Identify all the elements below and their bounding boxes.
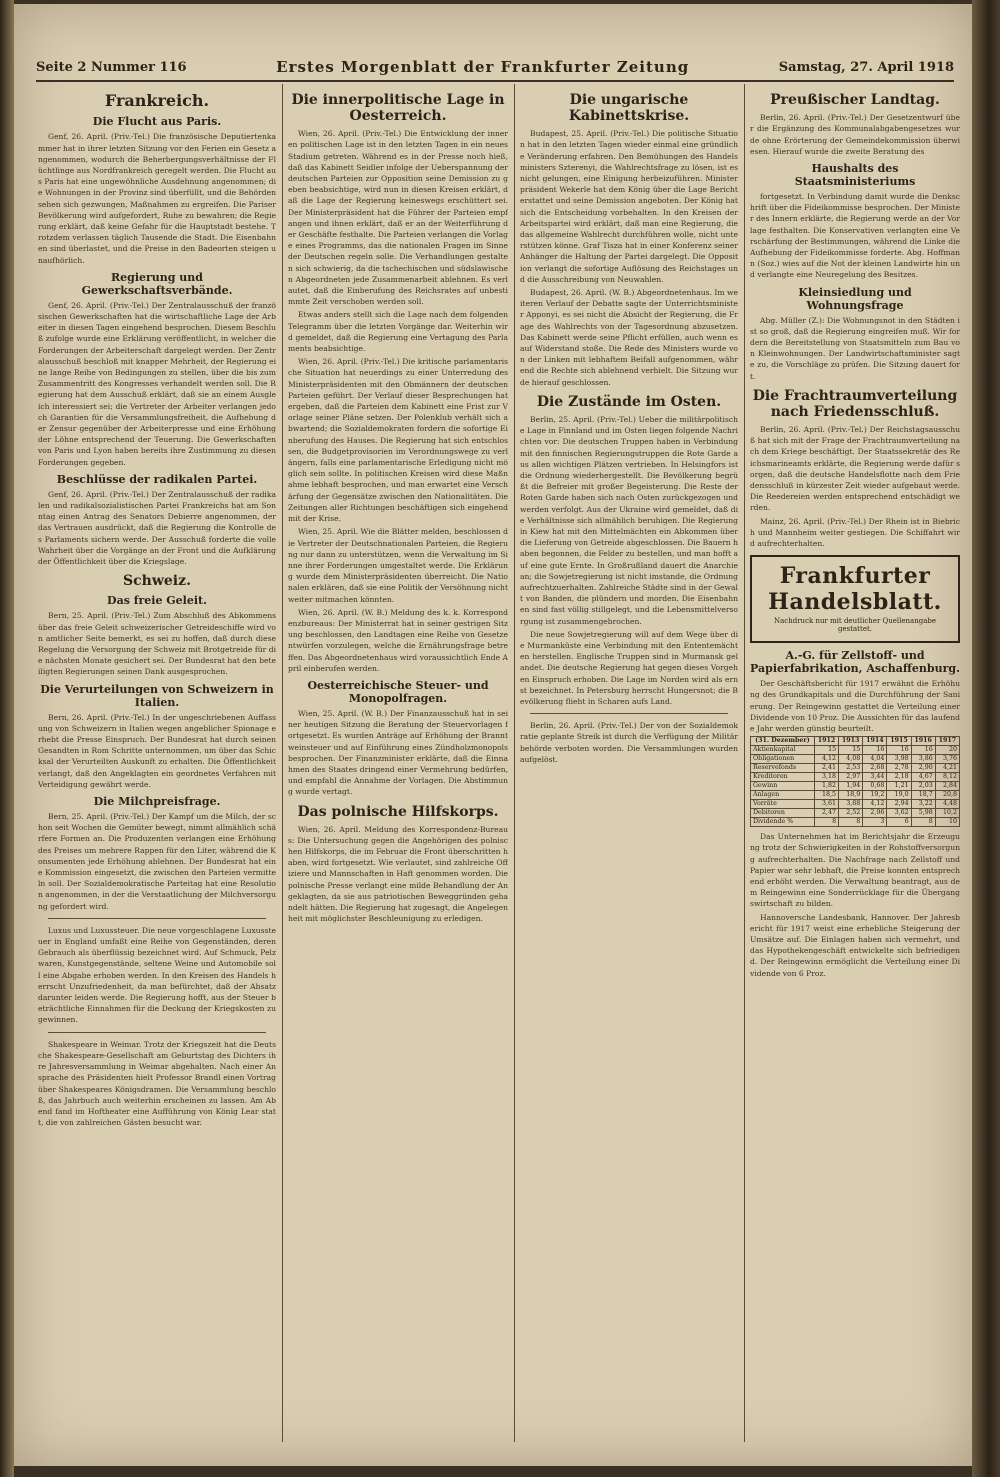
article-body: Der Geschäftsbericht für 1917 erwähnt die Erhöhung des Grundkapitals und die Durchführung der Sanierung. Der Reingewinn gestattet die Verteilung einer Dividende von 10 Proz. Die Aussichten für das laufende Jahr werden günstig beurteilt. bbox=[750, 679, 960, 733]
table-cell: 6 bbox=[887, 818, 911, 827]
table-cell: 3,18 bbox=[814, 773, 838, 782]
column-2 bbox=[288, 86, 508, 1442]
article-headline: Haushalts des Staatsministeriums bbox=[794, 161, 916, 188]
table-cell: 2,47 bbox=[814, 809, 838, 818]
column-4 bbox=[750, 86, 960, 1442]
table-cell: 4,21 bbox=[935, 764, 959, 773]
article-body: Wien, 25. April. Wie die Blätter melden, beschlossen die Vertreter der Deutschnationalen Parteien, die Regierung nur dann zu unterstützen, wenn die Verwaltung im Sinne ihrer Forderungen umgestaltet werde. Die Erklärung wurde dem Ministerpräsidenten überreicht. Die Nationalen erklären, daß sie eine Politik der Versöhnung nicht weiter mitmachen könnten. bbox=[288, 527, 508, 604]
table-cell: 4,04 bbox=[863, 755, 887, 764]
table-cell: 0,68 bbox=[863, 782, 887, 791]
table-cell: 2,78 bbox=[887, 764, 911, 773]
table-cell: 4,67 bbox=[911, 773, 935, 782]
section-heading: Die innerpolitische Lage in Oesterreich. bbox=[291, 92, 505, 125]
table-cell: 8 bbox=[911, 818, 935, 827]
table-cell: 4,12 bbox=[814, 755, 838, 764]
table-cell: Kreditoren bbox=[751, 773, 815, 782]
table-cell: 2,90 bbox=[911, 764, 935, 773]
article-headline: Beschlüsse der radikalen Partei. bbox=[56, 472, 258, 486]
table-cell: 16 bbox=[911, 746, 935, 755]
article-body: Wien, 25. April. (W. B.) Der Finanzausschuß hat in seiner heutigen Sitzung die Beratung der Steuervorlagen fortgesetzt. Es wurden Anträge auf Erhöhung der Branntweinsteuer und auf Einführung eines Zündholzmonopols besprochen. Der Finanzminister erklärte, daß die Einnahmen des Staates dringend einer Vermehrung bedürfen, und empfahl die Annahme der Vorlagen. Die Abstimmung wurde vertagt. bbox=[288, 708, 508, 797]
table-cell: 10,2 bbox=[935, 809, 959, 818]
table-cell: 2,53 bbox=[839, 764, 863, 773]
article-body: Berlin, 25. April. (Priv.-Tel.) Ueber die militärpolitische Lage in Finnland und im Osten liegen folgende Nachrichten vor: Die deutschen Truppen haben in Verbindung mit den finnischen Regierungstruppen die Rote Garde aus allen wichtigen Plätzen vertrieben. In Helsingfors ist die Ordnung wiederhergestellt. Die Bevölkerung begrüßt die Befreier mit großer Begeisterung. Die Reste der Roten Garde haben sich nach Osten zurückgezogen und werden verfolgt. Aus der Ukraine wird gemeldet, daß die Verhältnisse sich allmählich beruhigen. Die Regierung in Kiew hat mit den Mittelmächten ein Abkommen über die Lieferung von Getreide abgeschlossen. Die Bauern haben begonnen, die Felder zu bestellen, und man hofft auf eine gute Ernte. In Großrußland dauert die Anarchie an; die Sowjetregierung ist nicht imstande, die Ordnung aufrechtzuerhalten. Zahlreiche Städte sind in der Gewalt von Banden, die plündern und morden. Die Eisenbahnen sind fast völlig stillgelegt, und die Lebensmittelversorgung ist zusammengebrochen. bbox=[520, 414, 738, 626]
article-headline: Regierung und Gewerkschaftsverbände. bbox=[81, 270, 233, 297]
balance-table bbox=[750, 736, 960, 827]
table-cell: 4,48 bbox=[935, 800, 959, 809]
article-body: Genf, 26. April. (Priv.-Tel.) Die französische Deputiertenkammer hat in ihrer letzten Sitzung vor den Ferien ein Gesetz angenommen, wodurch die Beherbergungsverhältnisse der Flüchtlinge aus Nordfrankreich geregelt werden. Die Flucht aus Paris hat eine ungewöhnliche Ausdehnung angenommen; die Wohnungen in der Provinz sind überfüllt, und die Behörden sehen sich gezwungen, Maßnahmen zu ergreifen. Die Pariser Bevölkerung wird aufgefordert, Ruhe zu bewahren; die Regierung erklärt, daß keine Gefahr für die Hauptstadt bestehe. Trotzdem verlassen täglich Tausende die Stadt. Die Eisenbahnen sind überlastet, und die Preise in den Badeorten steigen unaufhörlich. bbox=[38, 132, 276, 265]
table-cell: Debitoren bbox=[751, 809, 815, 818]
page-right-edge bbox=[972, 0, 1000, 1477]
article-body: Budapest, 26. April. (W. B.) Abgeordnetenhaus. Im weiteren Verlauf der Debatte sagte der Unterrichtsminister Apponyi, es sei nicht die Absicht der Regierung, die Frage des Wahlrechts von der Tagesordnung abzusetzen. Das Kabinett werde seine Pflicht erfüllen, auch wenn es auf Widerstand stoße. Die Rede des Ministers wurde von der Linken mit lebhaftem Beifall aufgenommen, während die Rechte sich ablehnend verhielt. Die Sitzung wurde hierauf geschlossen. bbox=[520, 288, 738, 387]
table-cell: 3,98 bbox=[887, 755, 911, 764]
table-cell: 18,7 bbox=[911, 791, 935, 800]
article-body: Etwas anders stellt sich die Lage nach dem folgenden Telegramm über die letzten Vorgänge dar. Weiterhin wird gemeldet, daß die Regierung eine Vertagung des Parlaments beabsichtige. bbox=[288, 310, 508, 354]
table-cell: Obligationen bbox=[751, 755, 815, 764]
table-cell: 20 bbox=[935, 746, 959, 755]
divider bbox=[530, 713, 728, 714]
column-rule bbox=[744, 84, 745, 1442]
section-heading: Schweiz. bbox=[123, 573, 191, 590]
table-cell: 3,86 bbox=[911, 755, 935, 764]
table-cell: 10 bbox=[935, 818, 959, 827]
article-body: Berlin, 26. April. (Priv.-Tel.) Der Reichstagsausschuß hat sich mit der Frage der Frachtraumverteilung nach dem Kriege beschäftigt. Der Staatssekretär des Reichsmarineamts erklärte, die Regierung werde dafür sorgen, daß die deutsche Handelsflotte nach dem Friedensschluß in kürzester Zeit wieder aufgebaut werde. Die Reedereien werden entsprechend entschädigt werden. bbox=[750, 424, 960, 513]
table-cell: 16 bbox=[863, 746, 887, 755]
article-headline: A.-G. für Zellstoff- und Papierfabrikation, Aschaffenburg. bbox=[750, 649, 960, 676]
table-row bbox=[751, 791, 960, 800]
table-cell: 3,76 bbox=[935, 755, 959, 764]
table-body bbox=[751, 746, 960, 827]
article-headline: Das freie Geleit. bbox=[107, 594, 207, 608]
table-header-row bbox=[751, 737, 960, 746]
article-body: Budapest, 25. April. (Priv.-Tel.) Die politische Situation hat in den letzten Tagen wieder einmal eine gründliche Veränderung erfahren. Den Bemühungen des Handelsministers Szterenyi, die Wahlrechtsfrage zu lösen, ist es nicht gelungen, eine Einigung herbeizuführen. Ministerpräsident Wekerle hat dem König über die Lage Bericht erstattet und seine Demission angeboten. Der König hat sich die Entscheidung vorbehalten. In den Kreisen der Arbeitspartei wird erklärt, daß man eine Regierung, die das allgemeine Wahlrecht durchführen wolle, nicht unterstützen könne. Graf Tisza hat in einer Konferenz seiner Anhänger die Haltung der Partei dargelegt. Die Opposition verlangt die sofortige Auflösung des Reichstages und die Ausschreibung von Neuwahlen. bbox=[520, 129, 738, 284]
masthead bbox=[36, 54, 954, 82]
article-body: Wien, 26. April. (Priv.-Tel.) Die kritische parlamentarische Situation hat neuerdings zu einer Unterredung des Ministerpräsidenten mit den Obmännern der deutschen Parteien geführt. Der Verlauf dieser Besprechungen hat ergeben, daß die Parteien dem Kabinett eine Frist zur Vorlage seiner Pläne setzen. Der Polenklub verhält sich abwartend; die Sozialdemokraten fordern die sofortige Einberufung des Hauses. Die Regierung hat sich entschlossen, die Budgetprovisorien im Verordnungswege zu verlängern, falls eine parlamentarische Erledigung nicht möglich sein sollte. In politischen Kreisen wird diese Maßnahme lebhaft besprochen, und man erwartet eine Verschärfung der Gegensätze zwischen den Nationalitäten. Die Zeitungen aller Richtungen beschäftigen sich eingehend mit der Krise. bbox=[288, 357, 508, 524]
section-heading: Frankreich. bbox=[104, 91, 210, 110]
section-heading: Die Frachtraumverteilung nach Friedensschluß. bbox=[752, 387, 958, 420]
table-cell: 2,41 bbox=[814, 764, 838, 773]
handelsblatt-subtitle: Nachdruck nur mit deutlicher Quellenangabe gestattet. bbox=[774, 617, 936, 634]
table-row bbox=[751, 809, 960, 818]
article-body: Abg. Müller (Z.): Die Wohnungsnot in den Städten ist so groß, daß die Regierung eingreifen muß. Wir fordern die Bereitstellung von Staatsmitteln zum Bau von Kleinwohnungen. Der Landwirtschaftsminister sagte zu, die Vorschläge zu prüfen. Die Sitzung dauert fort. bbox=[750, 315, 960, 381]
article-body: Genf, 26. April. (Priv.-Tel.) Der Zentralausschuß der radikalen und radikalsozialistischen Partei Frankreichs hat am Sonntag einen Antrag des Senators Debierre angenommen, der das Vertrauen ausdrückt, daß die Regierung die Kontrolle des Parlaments sichern werde. Der Ausschuß forderte die volle Wahrheit über die Vorgänge an der Front und die Aufklärung der Öffentlichkeit über die Kriegslage. bbox=[38, 489, 276, 567]
table-cell: 3 bbox=[863, 818, 887, 827]
table-cell: 18,9 bbox=[839, 791, 863, 800]
article-body: Die neue Sowjetregierung will auf dem Wege über die Murmanküste eine Verbindung mit den Ententemächten herstellen. Englische Truppen sind in Murmansk gelandet. Die deutsche Regierung hat gegen dieses Vorgehen Einspruch erhoben. Die Lage im Norden wird als ernst bezeichnet. In Petersburg herrscht Hungersnot; die Bevölkerung flieht in Scharen aufs Land. bbox=[520, 629, 738, 707]
column-rule bbox=[282, 84, 283, 1442]
table-header-cell: 1916 bbox=[911, 737, 935, 746]
article-body: Luxus und Luxussteuer. Die neue vorgeschlagene Luxussteuer in England umfaßt eine Reihe von Gegenständen, deren Gebrauch als überflüssig bezeichnet wird. Auf Schmuck, Pelzwaren, Kunstgegenstände, seltene Weine und Automobile soll eine Abgabe erhoben werden. In den Kreisen des Handels herrscht Unzufriedenheit, da man befürchtet, daß der Absatz darunter leiden werde. Die Regierung hofft, aus der Steuer beträchtliche Einnahmen für die Deckung der Kriegskosten zu gewinnen. bbox=[38, 925, 276, 1025]
article-body: Bern, 25. April. (Priv.-Tel.) Zum Abschluß des Abkommens über das freie Geleit schweizerischer Getreideschiffe wird von amtlicher Seite bemerkt, es sei zu hoffen, daß durch diese Regelung die Versorgung der Schweiz mit Brotgetreide für die nächsten Monate gesichert sei. Der Bundesrat hat den beteiligten Regierungen seinen Dank ausgesprochen. bbox=[38, 611, 276, 677]
divider bbox=[48, 918, 266, 919]
table-cell: 1,94 bbox=[839, 782, 863, 791]
table-row bbox=[751, 755, 960, 764]
newspaper-page bbox=[14, 4, 972, 1466]
article-body: Wien, 26. April. (W. B.) Meldung des k. k. Korrespondenzbureaus: Der Ministerrat hat in seiner gestrigen Sitzung beschlossen, den Landtagen eine Reihe von Gesetzentwürfen vorzulegen, welche die Ernährungsfrage betreffen. Das Abgeordnetenhaus wird voraussichtlich Ende April einberufen werden. bbox=[288, 607, 508, 673]
table-header-cell: (31. Dezember) bbox=[751, 737, 815, 746]
article-body: Wien, 26. April. (Priv.-Tel.) Die Entwicklung der inneren politischen Lage ist in den letzten Tagen in ein neues Stadium getreten. Während es in der Presse noch hieß, daß das Kabinett Seidler infolge der Ueberspannung der deutschen Parteien zur Opposition seine Demission zu geben beabsichtige, wird nun in diesen Kreisen erklärt, daß die Lage der Regierung keineswegs erschüttert sei. Der Ministerpräsident hat die Führer der Parteien empfangen und ihnen erklärt, daß er an der Weiterführung der Geschäfte festhalte. Die Parteien verlangen die Vorlage eines Programms, das die nationalen Fragen im Sinne der Deutschen regeln solle. Die Verhandlungen gestalten sich schwierig, da die tschechischen und südslawischen Abgeordneten jede Zusammenarbeit ablehnen. Es verlautet, daß die Einberufung des Reichsrates auf unbestimmte Zeit verschoben werden soll. bbox=[288, 129, 508, 307]
issue-date: Samstag, 27. April 1918 bbox=[778, 59, 954, 75]
table-cell: 8 bbox=[839, 818, 863, 827]
article-body: Hannoversche Landesbank, Hannover. Der Jahresbericht für 1917 weist eine erhebliche Steigerung der Umsätze auf. Die Einlagen haben sich vermehrt, und das Hypothekengeschäft entwickelte sich befriedigend. Der Reingewinn ermöglicht die Verteilung einer Dividende von 6 Proz. bbox=[750, 912, 960, 978]
table-header-cell: 1912 bbox=[814, 737, 838, 746]
table-cell: 2,84 bbox=[935, 782, 959, 791]
table-cell: 20,8 bbox=[935, 791, 959, 800]
article-body: Mainz, 26. April. (Priv.-Tel.) Der Rhein ist in Biebrich und Mannheim weiter gestiegen. Die Schiffahrt wird aufrechterhalten. bbox=[750, 516, 960, 548]
table-cell: 2,94 bbox=[887, 800, 911, 809]
article-body: Berlin, 26. April. (Priv.-Tel.) Der Gesetzentwurf über die Ergänzung des Kommunalabgabengesetzes wurde ohne Erörterung der Gemeindekommission überwiesen. Hierauf wurde die zweite Beratung des bbox=[750, 113, 960, 156]
handelsblatt-title: Frankfurter Handelsblatt. bbox=[768, 563, 942, 616]
article-body: Berlin, 26. April. (Priv.-Tel.) Der von der Sozialdemokratie geplante Streik ist durch die Verfügung der Militärbehörde verboten worden. Die Versammlungen wurden aufgelöst. bbox=[520, 721, 738, 764]
table-cell: Anlagen bbox=[751, 791, 815, 800]
table-cell: 3,88 bbox=[839, 800, 863, 809]
table-header-cell: 1913 bbox=[839, 737, 863, 746]
article-headline: Die Verurteilungen von Schweizern in Italien. bbox=[40, 682, 274, 709]
table-cell: 3,22 bbox=[911, 800, 935, 809]
table-cell: 2,68 bbox=[863, 764, 887, 773]
table-cell: 2,96 bbox=[863, 809, 887, 818]
article-body: Wien, 26. April. Meldung des Korrespondenz-Bureaus: Die Untersuchung gegen die Angehörigen des polnischen Hilfskorps, die im Februar die Front überschritten haben, wird fortgesetzt. Wie verlautet, sind zahlreiche Offiziere und Mannschaften in Haft genommen worden. Die polnische Presse verlangt eine milde Behandlung der Angeklagten, da sie aus patriotischen Beweggründen gehandelt hätten. Die Regierung hat zugesagt, die Angelegenheit mit möglichster Beschleunigung zu erledigen. bbox=[288, 824, 508, 924]
table-row bbox=[751, 764, 960, 773]
article-body: Bern, 25. April. (Priv.-Tel.) Der Kampf um die Milch, der schon seit Wochen die Gemüter bewegt, nimmt allmählich schärfere Formen an. Die Produzenten verlangen eine Erhöhung des Preises um mehrere Rappen für den Liter, während die Konsumenten jede Erhöhung ablehnen. Der Bundesrat hat eine Kommission eingesetzt, die zwischen den Parteien vermitteln soll. Der Sozialdemokratische Parteitag hat eine Resolution angenommen, in der die Verstaatlichung der Milchversorgung gefordert wird. bbox=[38, 812, 276, 911]
table-row bbox=[751, 818, 960, 827]
handelsblatt-section bbox=[750, 555, 960, 643]
page-number: Seite 2 Nummer 116 bbox=[36, 59, 187, 75]
section-heading: Die Zustände im Osten. bbox=[536, 393, 722, 410]
section-heading: Das polnische Hilfskorps. bbox=[297, 803, 499, 820]
table-cell: 3,61 bbox=[814, 800, 838, 809]
column-rule bbox=[514, 84, 515, 1442]
page-binding-edge bbox=[0, 0, 14, 1477]
table-cell: 18,5 bbox=[814, 791, 838, 800]
table-cell: Aktienkapital bbox=[751, 746, 815, 755]
table-cell: 2,97 bbox=[839, 773, 863, 782]
table-cell: 16 bbox=[887, 746, 911, 755]
table-cell: Reservefonds bbox=[751, 764, 815, 773]
table-cell: 2,18 bbox=[887, 773, 911, 782]
column-1 bbox=[38, 86, 276, 1442]
table-cell: Vorräte bbox=[751, 800, 815, 809]
table-cell: 8,12 bbox=[935, 773, 959, 782]
table-cell: 19,0 bbox=[887, 791, 911, 800]
section-heading: Preußischer Landtag. bbox=[770, 92, 940, 108]
table-cell: 1,21 bbox=[887, 782, 911, 791]
table-row bbox=[751, 746, 960, 755]
article-headline: Die Flucht aus Paris. bbox=[92, 115, 222, 129]
divider bbox=[48, 1032, 266, 1033]
table-cell: 2,52 bbox=[839, 809, 863, 818]
table-header-cell: 1917 bbox=[935, 737, 959, 746]
table-header-cell: 1915 bbox=[887, 737, 911, 746]
table-cell: 3,44 bbox=[863, 773, 887, 782]
section-heading: Die ungarische Kabinettskrise. bbox=[568, 92, 690, 125]
table-cell: 4,08 bbox=[839, 755, 863, 764]
article-headline: Kleinsiedlung und Wohnungsfrage bbox=[798, 285, 912, 312]
table-row bbox=[751, 782, 960, 791]
article-body: Das Unternehmen hat im Berichtsjahr die Erzeugung trotz der Schwierigkeiten in der Rohstoffversorgung aufrechterhalten. Die Nachfrage nach Zellstoff und Papier war sehr lebhaft, die Preise konnten entsprechend erhöht werden. Die Verwaltung beantragt, aus dem Reingewinn eine Sonderrücklage für die Übergangswirtschaft zu bilden. bbox=[750, 832, 960, 909]
table-cell: 4,12 bbox=[863, 800, 887, 809]
table-header-cell: 1914 bbox=[863, 737, 887, 746]
table-cell: 8 bbox=[814, 818, 838, 827]
table-cell: 15 bbox=[814, 746, 838, 755]
article-body: Bern, 26. April. (Priv.-Tel.) In der ungeschriebenen Auffassung von Schweizern in Italien wegen angeblicher Spionage erhebt die Presse Einspruch. Der Bundesrat hat durch seinen Gesandten in Rom Schritte unternommen, um über das Schicksal der Verurteilten Auskunft zu erhalten. Die Öffentlichkeit verlangt, daß den Angeklagten ein geordnetes Verfahren mit Verteidigung gewährt werde. bbox=[38, 712, 276, 789]
table-row bbox=[751, 800, 960, 809]
table-row bbox=[751, 773, 960, 782]
table-cell: 19,2 bbox=[863, 791, 887, 800]
article-headline: Die Milchpreisfrage. bbox=[93, 795, 221, 809]
table-cell: 2,03 bbox=[911, 782, 935, 791]
table-cell: 1,82 bbox=[814, 782, 838, 791]
table-cell: Gewinn bbox=[751, 782, 815, 791]
table-cell: 3,62 bbox=[887, 809, 911, 818]
table-cell: Dividende % bbox=[751, 818, 815, 827]
article-body: Shakespeare in Weimar. Trotz der Kriegszeit hat die Deutsche Shakespeare-Gesellschaft am Geburtstag des Dichters ihre Jahresversammlung in Weimar abgehalten. Nach einer Ansprache des Präsidenten hielt Professor Brandl einen Vortrag über Shakespeares Königsdramen. Die Versammlung beschloß, das Jahrbuch auch weiterhin erscheinen zu lassen. Am Abend fand im Hoftheater eine Aufführung von König Lear statt, die von zahlreichen Gästen besucht war. bbox=[38, 1039, 276, 1128]
column-3 bbox=[520, 86, 738, 1442]
table-cell: 5,98 bbox=[911, 809, 935, 818]
newspaper-title: Erstes Morgenblatt der Frankfurter Zeitung bbox=[276, 58, 690, 76]
article-headline: Oesterreichische Steuer- und Monopolfragen. bbox=[307, 678, 489, 705]
article-body: Genf, 26. April. (Priv.-Tel.) Der Zentralausschuß der französischen Gewerkschaften hat die wirtschaftliche Lage der Arbeiter in diesen Tagen eingehend besprochen. Diesem Beschluß zufolge wurde eine Erklärung veröffentlicht, in welcher die Forderungen der Arbeiterschaft dargelegt werden. Der Zentralausschuß beschloß mit knapper Mehrheit, der Regierung eine lange Reihe von Bedingungen zu stellen, über die bis zum Zusammentritt des Kongresses verhandelt werden soll. Die Regierung hat dem Ausschuß erklärt, daß sie an einem Ausgleich interessiert sei; die Vertreter der Arbeiter verlangen jedoch Garantien für die Versammlungsfreiheit, die Aufhebung der Zensur gegenüber der Arbeiterpresse und eine Erhöhung der Löhne entsprechend der Teuerung. Die Gewerkschaften von Paris und Lyon haben bereits ihre Zustimmung zu diesen Forderungen gegeben. bbox=[38, 300, 276, 467]
article-body: fortgesetzt. In Verbindung damit wurde die Denkschrift über die Fideikommisse besprochen. Der Minister des Innern erklärte, die Regierung werde an der Vorlage festhalten. Die Konservativen verlangten eine Verschärfung der Bestimmungen, während die Linke die Aufhebung der Fideikommisse forderte. Abg. Hoffmann (Soz.) wies auf die Not der kleinen Landwirte hin und verlangte eine Neuregelung des Besitzes. bbox=[750, 191, 960, 280]
table-cell: 15 bbox=[839, 746, 863, 755]
